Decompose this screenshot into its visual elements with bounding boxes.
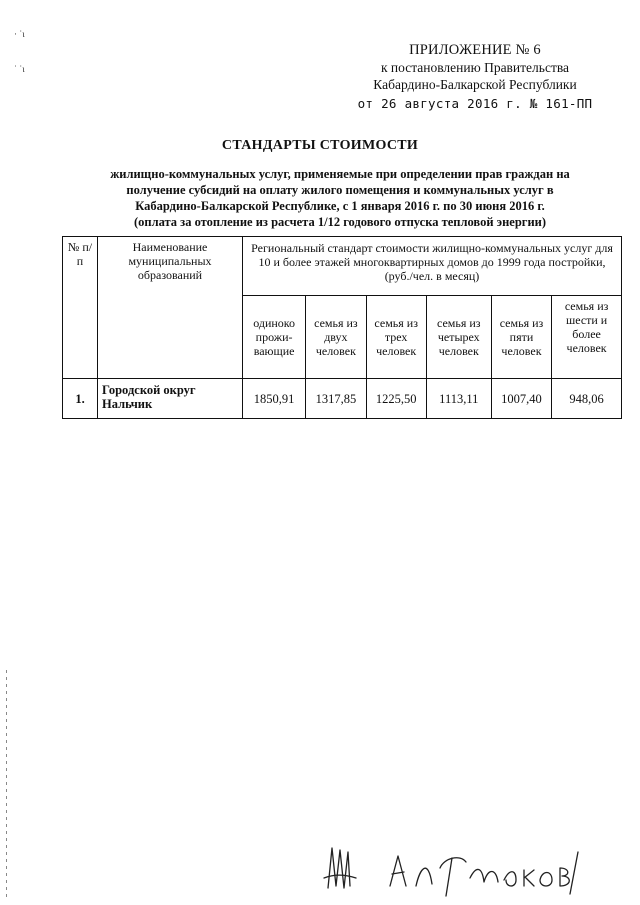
appendix-line-2: Кабардино-Балкарской Республики [373,77,577,92]
standards-table [62,236,622,419]
row-value-single: 1850,91 [243,379,306,419]
subtitle-line-4: (оплата за отопление из расчета 1/12 годового отпуска тепловой энергии) [133,215,547,229]
header-number: № п/п [63,237,98,379]
row-value-family-5: 1007,40 [491,379,551,419]
appendix-block [330,42,620,112]
row-number: 1. [63,379,98,419]
document-heading: СТАНДАРТЫ СТОИМОСТИ [221,138,419,153]
row-value-family-2: 1317,85 [306,379,366,419]
scan-marks [14,30,25,100]
row-value-family-4: 1113,11 [426,379,491,419]
subheader-family-5: семья из пяти человек [491,296,551,379]
subheader-family-2: семья из двух человек [306,296,366,379]
table-row [63,379,622,419]
appendix-date: от 26 августа 2016 г. № 161-ПП [357,96,593,111]
appendix-title: ПРИЛОЖЕНИЕ № 6 [409,42,541,58]
scan-mark-bottom: ˙ ˙ɩ [14,64,25,74]
subtitle-line-1: жилищно-коммунальных услуг, применяемые при определении прав граждан на [110,167,570,181]
row-municipality: Городской округ Нальчик [98,379,243,419]
scan-edge-line [6,670,7,900]
handwritten-signature [320,838,590,898]
subtitle-line-2: получение субсидий на оплату жилого помещения и коммунальных услуг в [126,183,554,197]
row-value-family-6-plus: 948,06 [552,379,622,419]
subtitle-line-3: Кабардино-Балкарской Республике, с 1 января 2016 г. по 30 июня 2016 г. [135,199,545,213]
header-municipality: Наименование муниципальных образований [98,237,243,379]
subheader-family-6-plus: семья из шести и более человек [552,296,622,379]
header-regional-standard: Региональный стандарт стоимости жилищно-коммунальных услуг для 10 и более этажей многоквартирных домов до 1999 года постройки, (руб./чел. в месяц) [243,237,622,296]
document-subtitle [70,166,610,230]
row-value-family-3: 1225,50 [366,379,426,419]
appendix-line-1: к постановлению Правительства [380,60,570,75]
table-header-row [63,237,622,296]
subheader-family-3: семья из трех человек [366,296,426,379]
subheader-single: одиноко прожи-вающие [243,296,306,379]
scan-mark-top: · ˙ɩ [14,29,25,39]
subheader-family-4: семья из четырех человек [426,296,491,379]
